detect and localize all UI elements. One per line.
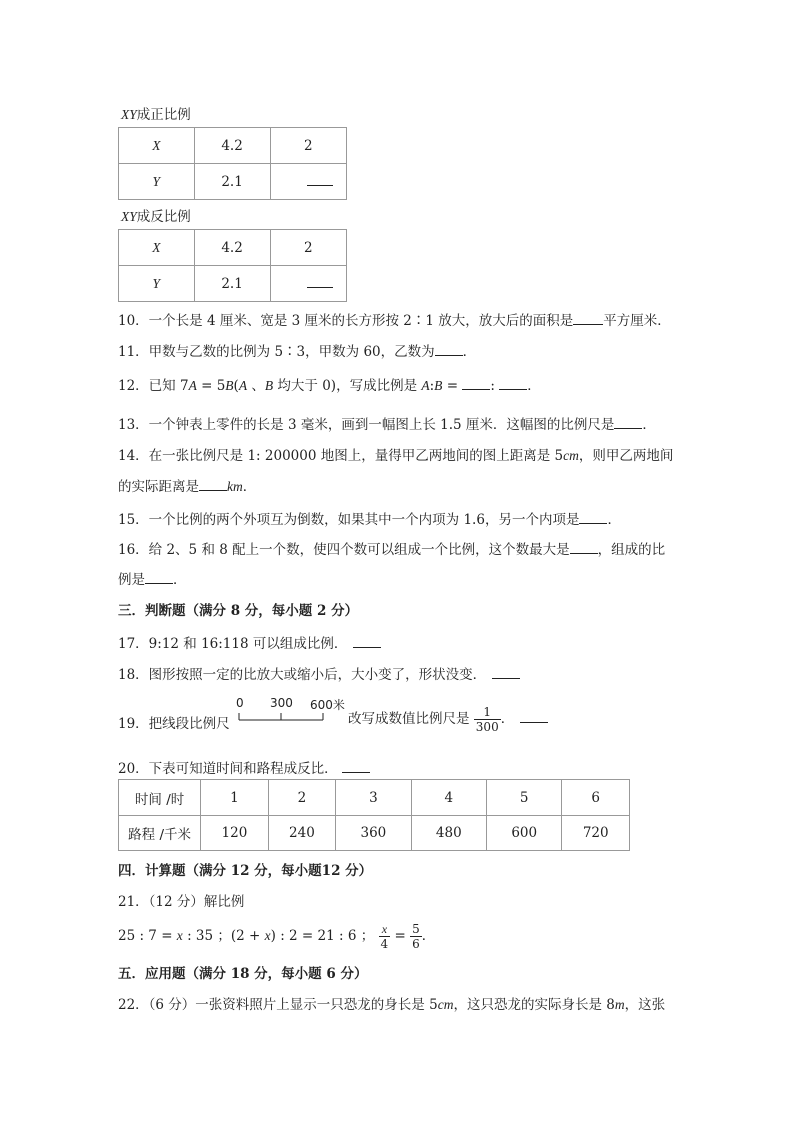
table-row: X 4.2 2: [119, 230, 347, 266]
fraction: $\frac{5}{6}$: [412, 922, 420, 951]
question-21: 21．（12 分）解比例: [118, 894, 245, 910]
answer-blank[interactable]: [499, 377, 527, 390]
question-18: 18．图形按照一定的比放大或缩小后，大小变了，形状没变．: [118, 663, 520, 683]
answer-blank[interactable]: [579, 511, 607, 524]
question-13: 13．一个钟表上零件的长是 3 毫米，画到一幅图上长 1.5 厘米．这幅图的比例尺是 ．: [118, 417, 656, 433]
direct-proportion-caption: XY成正比例: [121, 107, 191, 123]
fraction: $\frac{1}{300}$: [475, 705, 499, 734]
answer-blank[interactable]: [307, 275, 333, 288]
answer-blank[interactable]: [520, 710, 548, 723]
line-scale-0: 0: [236, 696, 244, 710]
question-19: 19．把线段比例尺: [118, 716, 230, 732]
question-14-line2: 的实际距离是 km．: [118, 479, 257, 495]
question-12: 12．已知 7A = 5B(A 、B 均大于 0)，写成比例是 A:B = : ．: [118, 378, 541, 394]
answer-blank[interactable]: [199, 478, 227, 491]
answer-blank[interactable]: [353, 635, 381, 648]
answer-blank[interactable]: [342, 760, 370, 773]
fraction: $\frac{x}{4}$: [380, 922, 389, 951]
line-scale-300: 300: [270, 696, 293, 710]
answer-blank[interactable]: [614, 416, 642, 429]
answer-blank[interactable]: [307, 173, 333, 186]
answer-blank[interactable]: [462, 377, 490, 390]
question-16-line2: 例是 ．: [118, 572, 187, 588]
line-scale-bar: [236, 710, 328, 722]
table-row: 路程 /千米 120 240 360 480 600 720: [119, 816, 630, 851]
question-19-rest: 改写成数值比例尺是 $\frac{1}{300}$ ．: [348, 705, 548, 734]
section-4-title: 四．计算题（满分 12 分，每小题12 分）: [118, 863, 373, 879]
answer-blank[interactable]: [573, 312, 603, 325]
question-11: 11．甲数与乙数的比例为 5∶3，甲数为 60，乙数为 ．: [118, 344, 477, 360]
table-row: Y 2.1: [119, 164, 347, 200]
question-22: 22．（6 分）一张资料照片上显示一只恐龙的身长是 5cm，这只恐龙的实际身长是 8m，这张: [118, 997, 666, 1013]
section-3-title: 三．判断题（满分 8 分，每小题 2 分）: [118, 603, 359, 619]
time-distance-table: [118, 779, 630, 851]
line-scale-600: 600米: [310, 698, 345, 712]
answer-blank[interactable]: [435, 343, 463, 356]
question-20: 20．下表可知道时间和路程成反比．: [118, 757, 370, 777]
answer-blank[interactable]: [570, 541, 598, 554]
question-16-line1: 16．给 2、5 和 8 配上一个数，使四个数可以组成一个比例，这个数最大是 ，组成的比: [118, 542, 666, 558]
direct-proportion-table: [118, 127, 347, 200]
answer-blank[interactable]: [492, 666, 520, 679]
table-row: X 4.2 2: [119, 128, 347, 164]
inverse-proportion-caption: XY成反比例: [121, 209, 191, 225]
question-17: 17．9:12 和 16:118 可以组成比例．: [118, 632, 381, 652]
table-row: 时间 /时 1 2 3 4 5 6: [119, 780, 630, 816]
question-14-line1: 14．在一张比例尺是 1: 200000 地图上，量得甲乙两地间的图上距离是 5cm，则甲乙两地间: [118, 448, 674, 464]
inverse-proportion-table: [118, 229, 347, 302]
question-21-equations: 25 : 7 = x : 35 ；(2 + x) : 2 = 21 : 6 ； $\frac{x}{4}$ = $\frac{5}{6}$ ．: [118, 922, 436, 951]
answer-blank[interactable]: [145, 571, 173, 584]
question-10: 10．一个长是 4 厘米、宽是 3 厘米的长方形按 2∶1 放大，放大后的面积是 平方厘米．: [118, 313, 671, 329]
table-row: Y 2.1: [119, 266, 347, 302]
section-5-title: 五．应用题（满分 18 分，每小题 6 分）: [118, 966, 368, 982]
question-15: 15．一个比例的两个外项互为倒数，如果其中一个内项为 1.6，另一个内项是 ．: [118, 512, 621, 528]
